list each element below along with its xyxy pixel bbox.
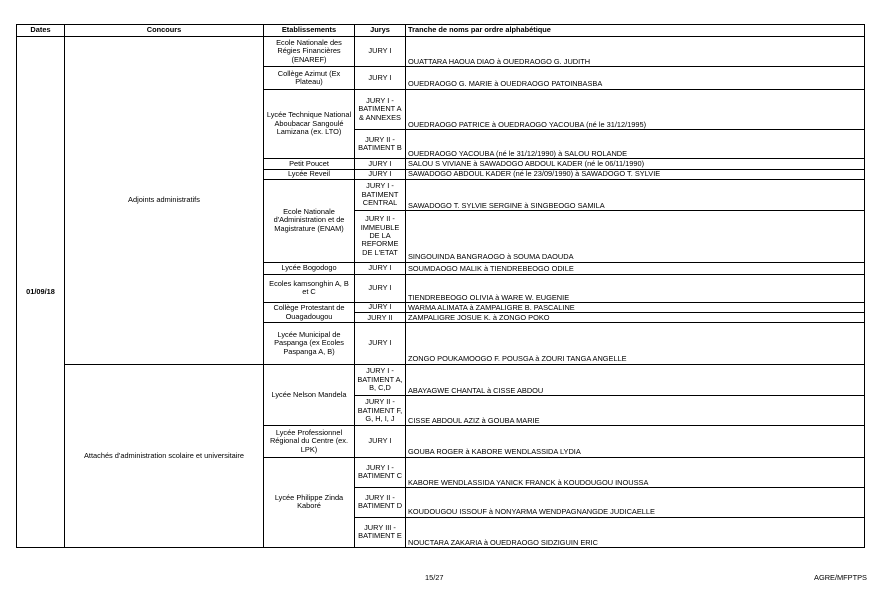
establishment-cell: Lycée Bogodogo xyxy=(264,262,355,274)
jury-cell: JURY I xyxy=(355,323,406,364)
establishment-cell: Petit Poucet xyxy=(264,159,355,169)
names-cell: SALOU S VIVIANE à SAWADOGO ABDOUL KADER (né le 06/11/1990) xyxy=(406,159,865,169)
names-cell: TIENDREBEOGO OLIVIA à WARE W. EUGENIE xyxy=(406,274,865,302)
establishment-cell: Lycée Municipal de Paspanga (ex Ecoles Paspanga A, B) xyxy=(264,323,355,364)
jury-cell: JURY II xyxy=(355,313,406,323)
header-tranche: Tranche de noms par ordre alphabétique xyxy=(406,25,865,37)
jury-cell: JURY I xyxy=(355,274,406,302)
establishment-cell: Ecole Nationale des Régies Financières (ENAREF) xyxy=(264,37,355,67)
names-cell: KOUDOUGOU ISSOUF à NONYARMA WENDPAGNANGDE JUDICAELLE xyxy=(406,488,865,517)
jury-cell: JURY II - BATIMENT F, G, H, I, J xyxy=(355,396,406,426)
names-cell: WARMA ALIMATA à ZAMPALIGRE B. PASCALINE xyxy=(406,303,865,313)
table-row xyxy=(17,37,865,67)
header-row xyxy=(17,25,865,37)
names-cell: SAWADOGO ABDOUL KADER (né le 23/09/1990) à SAWADOGO T. SYLVIE xyxy=(406,169,865,179)
establishment-cell: Lycée Philippe Zinda Kaboré xyxy=(264,457,355,547)
jury-cell: JURY I xyxy=(355,37,406,67)
agency-code: AGRE/MFPTPS xyxy=(814,573,867,582)
header-etablissements: Etablissements xyxy=(264,25,355,37)
names-cell: CISSE ABDOUL AZIZ à GOUBA MARIE xyxy=(406,396,865,426)
establishment-cell: Lycée Reveil xyxy=(264,169,355,179)
jury-cell: JURY III - BATIMENT E xyxy=(355,517,406,548)
table-row xyxy=(17,364,865,395)
names-cell: SOUMDAOGO MALIK à TIENDREBEOGO ODILE xyxy=(406,262,865,274)
names-cell: SINGOUINDA BANGRAOGO à SOUMA DAOUDA xyxy=(406,210,865,262)
jury-cell: JURY I - BATIMENT A, B, C,D xyxy=(355,364,406,395)
header-jurys: Jurys xyxy=(355,25,406,37)
jury-cell: JURY II - IMMEUBLE DE LA REFORME DE L'ETAT xyxy=(355,210,406,262)
page-number: 15/27 xyxy=(425,573,444,582)
concours-cell: Attachés d'administration scolaire et universitaire xyxy=(65,364,264,547)
jury-schedule-table xyxy=(16,24,865,548)
establishment-cell: Ecoles kamsonghin A, B et C xyxy=(264,274,355,302)
names-cell: OUEDRAOGO PATRICE à OUEDRAOGO YACOUBA (né le 31/12/1995) xyxy=(406,89,865,129)
names-cell: ZONGO POUKAMOOGO F. POUSGA à ZOURI TANGA ANGELLE xyxy=(406,323,865,364)
header-dates: Dates xyxy=(17,25,65,37)
jury-cell: JURY I xyxy=(355,67,406,89)
names-cell: ZAMPALIGRE JOSUE K. à ZONGO POKO xyxy=(406,313,865,323)
jury-cell: JURY I xyxy=(355,159,406,169)
names-cell: SAWADOGO T. SYLVIE SERGINE à SINGBEOGO SAMILA xyxy=(406,179,865,210)
establishment-cell: Lycée Professionnel Régional du Centre (ex. LPK) xyxy=(264,426,355,457)
names-cell: NOUCTARA ZAKARIA à OUEDRAOGO SIDZIGUIN ERIC xyxy=(406,517,865,548)
establishment-cell: Lycée Technique National Aboubacar Sangoulé Lamizana (ex. LTO) xyxy=(264,89,355,159)
establishment-cell: Lycée Nelson Mandela xyxy=(264,364,355,426)
establishment-cell: Collège Azimut (Ex Plateau) xyxy=(264,67,355,89)
names-cell: OUEDRAOGO G. MARIE à OUEDRAOGO PATOINBASBA xyxy=(406,67,865,89)
names-cell: KABORE WENDLASSIDA YANICK FRANCK à KOUDOUGOU INOUSSA xyxy=(406,457,865,487)
jury-cell: JURY I xyxy=(355,426,406,457)
jury-cell: JURY I - BATIMENT CENTRAL xyxy=(355,179,406,210)
jury-cell: JURY II - BATIMENT B xyxy=(355,130,406,159)
names-cell: GOUBA ROGER à KABORE WENDLASSIDA LYDIA xyxy=(406,426,865,457)
establishment-cell: Collège Protestant de Ouagadougou xyxy=(264,303,355,323)
jury-cell: JURY I - BATIMENT A & ANNEXES xyxy=(355,89,406,129)
names-cell: OUATTARA HAOUA DIAO à OUEDRAOGO G. JUDITH xyxy=(406,37,865,67)
concours-cell: Adjoints administratifs xyxy=(65,37,264,365)
jury-cell: JURY I xyxy=(355,169,406,179)
jury-cell: JURY I xyxy=(355,262,406,274)
header-concours: Concours xyxy=(65,25,264,37)
jury-cell: JURY I - BATIMENT C xyxy=(355,457,406,487)
names-cell: ABAYAGWE CHANTAL à CISSE ABDOU xyxy=(406,364,865,395)
jury-cell: JURY II - BATIMENT D xyxy=(355,488,406,517)
names-cell: OUEDRAOGO YACOUBA (né le 31/12/1990) à SALOU ROLANDE xyxy=(406,130,865,159)
date-cell: 01/09/18 xyxy=(17,37,65,548)
establishment-cell: Ecole Nationale d'Administration et de Magistrature (ENAM) xyxy=(264,179,355,262)
jury-cell: JURY I xyxy=(355,303,406,313)
